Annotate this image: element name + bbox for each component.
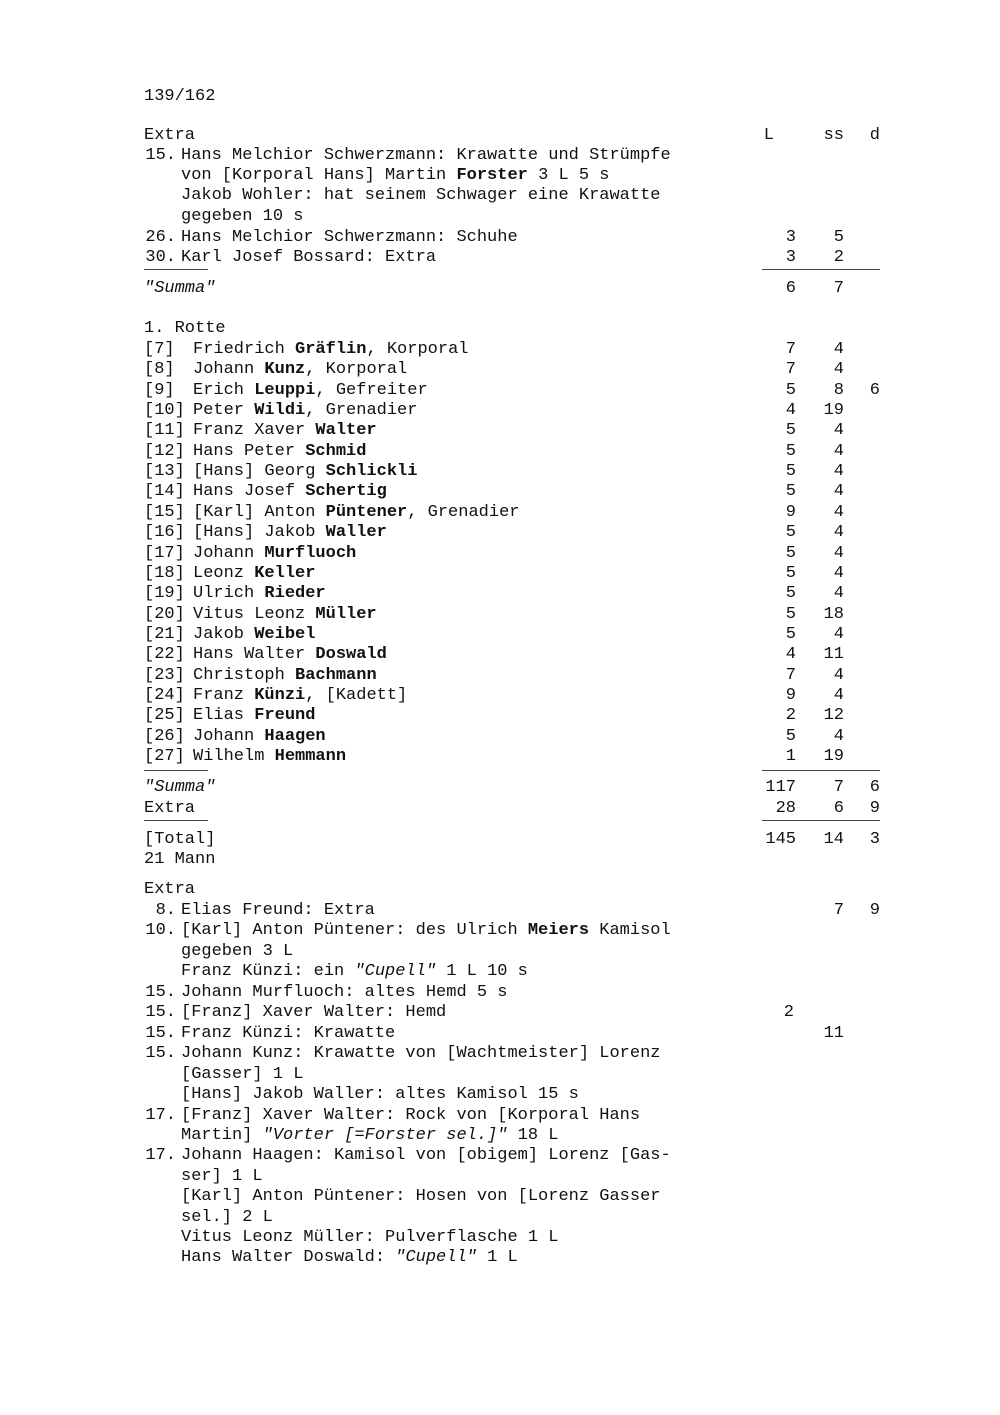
roster-row [0, 605, 1000, 625]
roster-index: [27] [144, 747, 185, 766]
roster-person [193, 747, 346, 767]
summa-label: "Summa" [144, 778, 216, 797]
roster-given-name: [Hans] Jakob [193, 523, 326, 542]
roster-row [0, 482, 1000, 502]
roster-index: [14] [144, 482, 185, 501]
divider [144, 820, 208, 821]
entry-row [0, 1106, 1000, 1126]
roster-index: [24] [144, 686, 185, 705]
roster-surname: Wildi [254, 401, 306, 420]
entry-row [0, 248, 1000, 268]
value-l: 5 [785, 564, 796, 583]
value-ss: 4 [833, 442, 844, 461]
roster-row [0, 544, 1000, 564]
extra-row [0, 799, 1000, 819]
entry-row [0, 1085, 1000, 1105]
entry-date: 15. [145, 983, 176, 1002]
value-ss: 7 [833, 279, 844, 298]
entry-text: Johann Kunz: Krawatte von [Wachtmeister] Lorenz [181, 1044, 661, 1063]
roster-index: [19] [144, 584, 185, 603]
value-l: 4 [785, 401, 796, 420]
divider [144, 269, 208, 270]
value-l: 2 [785, 706, 796, 725]
roster-person [193, 442, 366, 462]
entry-text: sel.] 2 L [181, 1208, 273, 1227]
roster-row [0, 727, 1000, 747]
value-ss: 6 [833, 799, 844, 818]
roster-surname: Doswald [315, 645, 387, 664]
entry-row [0, 1187, 1000, 1207]
entry-row [0, 983, 1000, 1003]
value-l: 5 [785, 523, 796, 542]
roster-given-name: [Hans] Georg [193, 462, 326, 481]
value-ss: 4 [833, 564, 844, 583]
roster-index: [7] [144, 340, 175, 359]
value-l: 1 [785, 747, 796, 766]
value-l: 5 [785, 421, 796, 440]
value-l: 7 [785, 340, 796, 359]
roster-index: [11] [144, 421, 185, 440]
value-l: 2 [783, 1003, 794, 1022]
entry-text [181, 166, 610, 186]
value-l: 5 [785, 442, 796, 461]
rotte-heading: 1. Rotte [144, 319, 226, 338]
roster-person [193, 381, 428, 401]
value-ss: 11 [823, 645, 844, 664]
entry-row [0, 1044, 1000, 1064]
roster-index: [13] [144, 462, 185, 481]
entry-quote: "Vorter [=Forster sel.]" [262, 1126, 508, 1145]
roster-index: [26] [144, 727, 185, 746]
roster-surname: Kunz [264, 360, 306, 379]
roster-surname: Weibel [254, 625, 316, 644]
roster-index: [10] [144, 401, 185, 420]
summa-row [0, 778, 1000, 798]
value-l: 9 [785, 503, 796, 522]
roster-person [193, 421, 377, 441]
value-ss: 8 [833, 381, 844, 400]
roster-index: [15] [144, 503, 185, 522]
value-ss: 4 [833, 584, 844, 603]
roster-surname: Haagen [264, 727, 326, 746]
roster-row [0, 645, 1000, 665]
column-header-d: d [869, 126, 880, 145]
roster-row [0, 584, 1000, 604]
roster-index: [20] [144, 605, 185, 624]
entry-date: 8. [155, 901, 176, 920]
roster-surname: Hemmann [274, 747, 347, 766]
roster-person [193, 462, 417, 482]
entry-row [0, 186, 1000, 206]
value-ss: 4 [833, 544, 844, 563]
entry-row [0, 1065, 1000, 1085]
roster-person [193, 605, 377, 625]
value-ss: 5 [833, 228, 844, 247]
roster-row [0, 503, 1000, 523]
roster-person [193, 645, 387, 665]
page-number-row [0, 87, 1000, 107]
roster-row [0, 360, 1000, 380]
roster-index: [23] [144, 666, 185, 685]
column-header-l: L [763, 126, 774, 145]
value-l: 7 [785, 666, 796, 685]
entry-text: Karl Josef Bossard: Extra [181, 248, 437, 267]
value-ss: 4 [833, 421, 844, 440]
entry-date: 15. [145, 1044, 176, 1063]
value-d: 9 [869, 799, 880, 818]
roster-row [0, 564, 1000, 584]
divider [762, 820, 880, 821]
roster-given-name: Johann [193, 727, 265, 746]
roster-row [0, 442, 1000, 462]
roster-index: [9] [144, 381, 175, 400]
summa-label: "Summa" [144, 279, 216, 298]
entry-row [0, 1003, 1000, 1023]
value-ss: 4 [833, 686, 844, 705]
entry-date: 17. [145, 1146, 176, 1165]
entry-row [0, 146, 1000, 166]
roster-index: [22] [144, 645, 185, 664]
roster-rank: , Gefreiter [315, 381, 428, 400]
roster-rank: , Grenadier [305, 401, 418, 420]
value-l: 6 [785, 279, 796, 298]
roster-person [193, 523, 387, 543]
roster-row [0, 625, 1000, 645]
value-ss: 4 [833, 625, 844, 644]
roster-given-name: Erich [193, 381, 255, 400]
roster-row [0, 401, 1000, 421]
roster-row [0, 523, 1000, 543]
page-number: 139/162 [144, 87, 216, 106]
divider [144, 770, 208, 771]
roster-given-name: Hans Peter [193, 442, 306, 461]
roster-given-name: Peter [193, 401, 255, 420]
value-ss: 19 [823, 401, 844, 420]
entry-text: Elias Freund: Extra [181, 901, 375, 920]
roster-surname: Püntener [325, 503, 408, 522]
roster-given-name: Johann [193, 544, 265, 563]
roster-given-name: Wilhelm [193, 747, 275, 766]
entry-row [0, 1228, 1000, 1248]
roster-person [193, 503, 519, 523]
value-l: 5 [785, 584, 796, 603]
divider [762, 269, 880, 270]
entry-text-part: 1 L [476, 1248, 518, 1267]
roster-person [193, 340, 468, 360]
entry-name-bold: Meiers [527, 921, 590, 940]
entry-text-part: Martin] [181, 1126, 263, 1145]
roster-surname: Leuppi [254, 381, 316, 400]
roster-surname: Künzi [254, 686, 306, 705]
roster-index: [17] [144, 544, 185, 563]
entry-text: Jakob Wohler: hat seinem Schwager eine Krawatte [181, 186, 661, 205]
entry-text: Johann Haagen: Kamisol von [obigem] Lorenz [Gas- [181, 1146, 671, 1165]
entry-text-part: [Karl] Anton Püntener: des Ulrich [181, 921, 528, 940]
roster-surname: Schmid [305, 442, 367, 461]
entry-date: 26. [145, 228, 176, 247]
roster-index: [21] [144, 625, 185, 644]
entry-quote: "Cupell" [395, 1248, 477, 1267]
entry-text: Johann Murfluoch: altes Hemd 5 s [181, 983, 508, 1002]
entry-text-part: von [Korporal Hans] Martin [181, 166, 457, 185]
roster-row [0, 706, 1000, 726]
roster-rank: , [Kadett] [305, 686, 408, 705]
entry-row [0, 942, 1000, 962]
value-l: 5 [785, 482, 796, 501]
roster-given-name: Elias [193, 706, 255, 725]
roster-rank: , Korporal [305, 360, 408, 379]
value-ss: 2 [833, 248, 844, 267]
roster-surname: Keller [254, 564, 316, 583]
value-l: 5 [785, 381, 796, 400]
roster-given-name: Ulrich [193, 584, 265, 603]
value-ss: 4 [833, 360, 844, 379]
value-ss: 4 [833, 666, 844, 685]
roster-person [193, 401, 417, 421]
entry-row [0, 1167, 1000, 1187]
entry-text: Hans Melchior Schwerzmann: Krawatte und Strümpfe [181, 146, 671, 165]
entry-row [0, 228, 1000, 248]
value-ss: 12 [823, 706, 844, 725]
entry-date: 15. [145, 1024, 176, 1043]
value-l: 3 [785, 228, 796, 247]
roster-given-name: Vitus Leonz [193, 605, 316, 624]
roster-index: [8] [144, 360, 175, 379]
entry-text: [Franz] Xaver Walter: Hemd [181, 1003, 447, 1022]
divider [762, 770, 880, 771]
roster-person [193, 666, 377, 686]
roster-person [193, 584, 326, 604]
value-ss: 4 [833, 523, 844, 542]
roster-surname: Rieder [264, 584, 326, 603]
roster-given-name: Jakob [193, 625, 255, 644]
entry-row [0, 921, 1000, 941]
entry-text-part: Hans Walter Doswald: [181, 1248, 396, 1267]
roster-person [193, 686, 407, 706]
section-heading-row [0, 880, 1000, 900]
value-ss: 7 [833, 901, 844, 920]
value-ss: 18 [823, 605, 844, 624]
value-ss: 7 [833, 778, 844, 797]
entry-text: Franz Künzi: Krawatte [181, 1024, 396, 1043]
value-l: 5 [785, 544, 796, 563]
roster-given-name: Johann [193, 360, 265, 379]
entry-text-part: Kamisol [589, 921, 671, 940]
summa-row [0, 279, 1000, 299]
entry-text-part: 18 L [507, 1126, 559, 1145]
roster-row [0, 462, 1000, 482]
entry-name-bold: Forster [456, 166, 528, 185]
entry-date: 15. [145, 146, 176, 165]
value-l: 5 [785, 462, 796, 481]
roster-given-name: Friedrich [193, 340, 296, 359]
value-l: 7 [785, 360, 796, 379]
entry-date: 15. [145, 1003, 176, 1022]
roster-row [0, 686, 1000, 706]
entry-row [0, 1208, 1000, 1228]
roster-surname: Gräflin [295, 340, 367, 359]
entry-row [0, 1248, 1000, 1268]
entry-text: gegeben 3 L [181, 942, 294, 961]
roster-row [0, 666, 1000, 686]
value-ss: 4 [833, 482, 844, 501]
entry-date: 30. [145, 248, 176, 267]
roster-person [193, 727, 326, 747]
value-d: 3 [869, 830, 880, 849]
roster-given-name: Hans Josef [193, 482, 306, 501]
entry-text-part: 3 L 5 s [527, 166, 610, 185]
entry-text: [Gasser] 1 L [181, 1065, 304, 1084]
entry-text [181, 962, 528, 982]
value-ss: 11 [823, 1024, 844, 1043]
roster-given-name: Leonz [193, 564, 255, 583]
roster-surname: Schlickli [325, 462, 418, 481]
value-ss: 4 [833, 462, 844, 481]
entry-row [0, 207, 1000, 227]
roster-given-name: Franz [193, 686, 255, 705]
entry-text: [Karl] Anton Püntener: Hosen von [Lorenz Gasser [181, 1187, 661, 1206]
value-l: 9 [785, 686, 796, 705]
roster-person [193, 544, 356, 564]
entry-date: 17. [145, 1106, 176, 1125]
roster-surname: Walter [315, 421, 377, 440]
value-ss: 19 [823, 747, 844, 766]
entry-date: 10. [145, 921, 176, 940]
value-l: 5 [785, 605, 796, 624]
roster-row [0, 747, 1000, 767]
roster-given-name: Franz Xaver [193, 421, 316, 440]
total-label: [Total] [144, 830, 216, 849]
mann-count: 21 Mann [144, 850, 216, 869]
entry-row [0, 1024, 1000, 1044]
entry-text: [Franz] Xaver Walter: Rock von [Korporal Hans [181, 1106, 641, 1125]
value-l: 5 [785, 727, 796, 746]
entry-row [0, 166, 1000, 186]
roster-index: [25] [144, 706, 185, 725]
section-heading: Extra [144, 880, 196, 899]
entry-text [181, 1126, 558, 1146]
entry-row [0, 1126, 1000, 1146]
value-d: 6 [869, 381, 880, 400]
roster-person [193, 564, 315, 584]
roster-surname: Müller [315, 605, 377, 624]
value-l: 5 [785, 625, 796, 644]
value-l: 28 [775, 799, 796, 818]
entry-row [0, 901, 1000, 921]
column-header-row [0, 126, 1000, 146]
entry-text: ser] 1 L [181, 1167, 263, 1186]
value-ss: 14 [823, 830, 844, 849]
roster-row [0, 340, 1000, 360]
roster-given-name: Christoph [193, 666, 296, 685]
entry-text-part: Franz Künzi: ein [181, 962, 355, 981]
roster-row [0, 421, 1000, 441]
value-ss: 4 [833, 727, 844, 746]
roster-given-name: Hans Walter [193, 645, 316, 664]
entry-row [0, 962, 1000, 982]
rotte-heading-row [0, 319, 1000, 339]
entry-text: Hans Melchior Schwerzmann: Schuhe [181, 228, 518, 247]
column-header-ss: ss [823, 126, 844, 145]
roster-person [193, 625, 315, 645]
value-l: 145 [765, 830, 796, 849]
value-ss: 4 [833, 503, 844, 522]
value-ss: 4 [833, 340, 844, 359]
roster-person [193, 706, 315, 726]
value-l: 4 [785, 645, 796, 664]
value-d: 6 [869, 778, 880, 797]
value-l: 3 [785, 248, 796, 267]
entry-text: Vitus Leonz Müller: Pulverflasche 1 L [181, 1228, 559, 1247]
section-heading: Extra [144, 126, 196, 145]
total-row [0, 830, 1000, 850]
roster-surname: Schertig [305, 482, 387, 501]
entry-row [0, 1146, 1000, 1166]
roster-index: [12] [144, 442, 185, 461]
entry-text [181, 921, 671, 941]
value-d: 9 [869, 901, 880, 920]
roster-surname: Waller [325, 523, 387, 542]
roster-surname: Freund [254, 706, 316, 725]
roster-rank: , Grenadier [407, 503, 520, 522]
entry-text: [Hans] Jakob Waller: altes Kamisol 15 s [181, 1085, 579, 1104]
roster-given-name: [Karl] Anton [193, 503, 326, 522]
roster-surname: Murfluoch [264, 544, 357, 563]
entry-text [181, 1248, 518, 1268]
entry-text: gegeben 10 s [181, 207, 304, 226]
roster-surname: Bachmann [295, 666, 377, 685]
entry-quote: "Cupell" [354, 962, 437, 981]
extra-label: Extra [144, 799, 196, 818]
roster-person [193, 482, 387, 502]
roster-index: [16] [144, 523, 185, 542]
value-l: 117 [765, 778, 796, 797]
roster-row [0, 381, 1000, 401]
roster-index: [18] [144, 564, 185, 583]
mann-row [0, 850, 1000, 870]
roster-rank: , Korporal [366, 340, 469, 359]
roster-person [193, 360, 407, 380]
entry-text-part: 1 L 10 s [436, 962, 528, 981]
